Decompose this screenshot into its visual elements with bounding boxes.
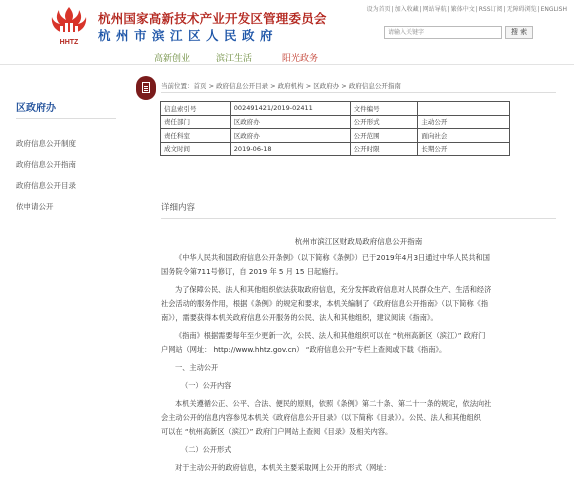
document-icon bbox=[136, 76, 156, 100]
sidebar-item-disclosure-guide[interactable]: 政府信息公开指南 bbox=[16, 160, 76, 169]
article-line: 为了保障公民、法人和其他组织依法获取政府信息，充分发挥政府信息对人民群众生产、生活和经济 bbox=[175, 285, 492, 294]
table-row bbox=[161, 129, 510, 143]
nav-item-innovation[interactable]: 高新创业 bbox=[154, 54, 191, 64]
article-line: 可以在 “杭州高新区（滨江）” 政府门户网站上查阅《目录》及相关内容。 bbox=[161, 427, 393, 436]
detail-heading: 详细内容 bbox=[161, 203, 196, 213]
article-line: 一、主动公开 bbox=[175, 363, 219, 372]
sidebar-title: 区政府办 bbox=[16, 103, 56, 114]
search-button[interactable]: 搜 索 bbox=[505, 26, 533, 39]
meta-label-form: 公开形式 bbox=[350, 115, 418, 129]
article-line: （一）公开内容 bbox=[181, 381, 232, 390]
sidebar-item-disclosure-system[interactable]: 政府信息公开制度 bbox=[16, 139, 76, 148]
breadcrumb[interactable]: 当前位置：首页 > 政府信息公开目录 > 政府机构 > 区政府办 > 政府信息公开指南 bbox=[161, 82, 401, 90]
header-divider bbox=[0, 64, 574, 65]
meta-label-date: 成文时间 bbox=[161, 142, 231, 156]
search-input[interactable]: 请输入关键字 bbox=[384, 26, 502, 39]
nav-item-binjiang-life[interactable]: 滨江生活 bbox=[216, 54, 253, 64]
meta-value-time-limit: 长期公开 bbox=[418, 142, 510, 156]
article-line: 本机关遵循公正、公平、合法、便民的原则，依照《条例》第二十条、第二十一条的规定，依法向社 bbox=[175, 399, 492, 408]
meta-label-doc-number: 文件编号 bbox=[350, 102, 418, 116]
article-line: 《指南》根据需要每年至少更新一次，公民、法人和其他组织可以在 “杭州高新区（滨江）” 政府门 bbox=[175, 331, 486, 340]
meta-value-doc-number bbox=[418, 102, 510, 116]
hhtz-logo[interactable] bbox=[47, 4, 91, 48]
article-line: 对于主动公开的政府信息，本机关主要采取网上公开的形式（网址： bbox=[175, 463, 391, 472]
article-title: 杭州市滨江区财政局政府信息公开指南 bbox=[294, 237, 423, 246]
meta-value-index: 002491421/2019-02411 bbox=[230, 102, 350, 116]
logo-mark bbox=[52, 7, 86, 33]
link-accessibility[interactable]: 无障碍浏览 bbox=[506, 6, 537, 13]
link-traditional-chinese[interactable]: 繁体中文 bbox=[450, 6, 475, 13]
link-rss[interactable]: RSS订阅 bbox=[478, 6, 503, 13]
link-set-homepage[interactable]: 设为首页 bbox=[366, 6, 391, 13]
nav-item-open-government[interactable]: 阳光政务 bbox=[282, 54, 319, 64]
article-line: 会主动公开的信息内容参见本机关《政府信息公开目录》（以下简称《目录》）。公民、法人和其他组织 bbox=[161, 413, 481, 422]
meta-value-section: 区政府办 bbox=[230, 129, 350, 143]
meta-label-time-limit: 公开时限 bbox=[350, 142, 418, 156]
meta-label-scope: 公开范围 bbox=[350, 129, 418, 143]
article-line: 社会活动的服务作用，根据《条例》的规定和要求，本机关编制了《政府信息公开指南》（以下简称《指 bbox=[161, 299, 489, 308]
table-row bbox=[161, 115, 510, 129]
table-row bbox=[161, 102, 510, 116]
table-row bbox=[161, 142, 510, 156]
link-english[interactable]: ENGLISH bbox=[540, 6, 567, 13]
meta-value-form: 主动公开 bbox=[418, 115, 510, 129]
sidebar-divider bbox=[16, 118, 116, 119]
logo-text: HHTZ bbox=[59, 39, 79, 46]
meta-label-index: 信息索引号 bbox=[161, 102, 231, 116]
article-line: 《中华人民共和国政府信息公开条例》（以下简称《条例》）已于2019年4月3日通过中华人民共和国 bbox=[175, 253, 490, 262]
site-title-cn: 杭州国家高新技术产业开发区管理委员会 bbox=[98, 11, 327, 26]
sidebar-item-apply-disclosure[interactable]: 依申请公开 bbox=[16, 202, 54, 211]
article-line: 户网站（网址： http://www.hhtz.gov.cn） “政府信息公开”专栏上查阅或下载《指南》。 bbox=[161, 345, 447, 354]
meta-value-scope: 面向社会 bbox=[418, 129, 510, 143]
article-line: （二）公开形式 bbox=[181, 445, 232, 454]
article-line: 国务院令第711号修订，自 2019 年 5 月 15 日起施行。 bbox=[161, 267, 343, 276]
meta-value-department: 区政府办 bbox=[230, 115, 350, 129]
detail-divider bbox=[161, 218, 556, 219]
meta-label-department: 责任部门 bbox=[161, 115, 231, 129]
article-line: 南》），需要获得本机关政府信息公开服务的公民、法人和其他组织，建议阅读《指南》。 bbox=[161, 313, 438, 322]
meta-label-section: 责任科室 bbox=[161, 129, 231, 143]
meta-value-date: 2019-06-18 bbox=[230, 142, 350, 156]
top-links: 设为首页|加入收藏|网站导航|繁体中文|RSS订阅|无障碍浏览|ENGLISH bbox=[366, 6, 567, 13]
document-meta-table bbox=[160, 101, 510, 156]
link-site-nav[interactable]: 网站导航 bbox=[422, 6, 447, 13]
breadcrumb-divider bbox=[161, 92, 556, 93]
site-title-district: 杭州市滨江区人民政府 bbox=[98, 28, 279, 43]
sidebar-item-disclosure-catalog[interactable]: 政府信息公开目录 bbox=[16, 181, 76, 190]
link-add-favorite[interactable]: 加入收藏 bbox=[394, 6, 419, 13]
